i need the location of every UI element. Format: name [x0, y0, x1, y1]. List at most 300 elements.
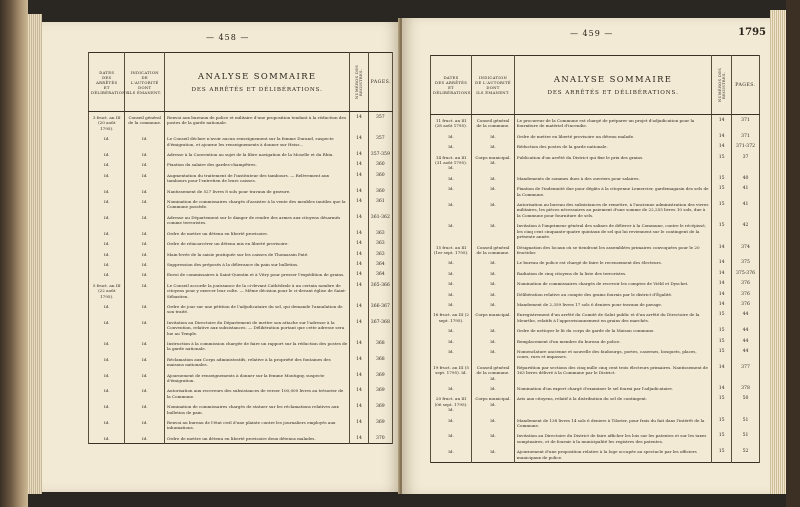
header-analysis: ANALYSE SOMMAIRE DES ARRÊTÉS ET DÉLIBÉRATIONS. [514, 56, 711, 115]
right-page [402, 18, 770, 494]
cell-pages: 44 [732, 325, 760, 335]
cell-date: 3 fruct. an III (20 août 1795). [89, 112, 125, 134]
cell-analysis: Nomination de commissaires chargés de statuer sur les réclamations relatives aux bulletins de pain. [164, 401, 349, 417]
cell-pages: 369 [368, 370, 392, 386]
cell-pages: 376 [732, 299, 760, 309]
table-row [431, 242, 760, 258]
page-number: — 458 — [206, 33, 250, 42]
table-row [431, 362, 760, 383]
cell-register-number: 15 [712, 430, 732, 446]
cell-pages: 364 [368, 259, 392, 269]
cell-analysis: Nantissement de 527 livres 8 sols pour travaux de gravure. [164, 186, 349, 196]
cell-analysis: Ajournement de renseignements à donner sur la femme Montigny, suspecte d'émigration. [164, 370, 349, 386]
cell-pages: 377 [732, 362, 760, 383]
cell-analysis: Adresse à la Convention au sujet de la libre navigation de la Moselle et du Rhin. [164, 149, 349, 159]
cell-analysis: Nomination d'un expert chargé d'examiner le sel fourni par l'adjudicataire. [514, 383, 711, 393]
table-row [89, 401, 393, 417]
cell-analysis: Nomination de commissaires chargés d'assister à la vente des meubles inutiles que la Commune possède. [164, 196, 349, 212]
cell-pages: 363 [368, 249, 392, 259]
cell-register-number: 15 [712, 325, 732, 335]
table-row [89, 170, 393, 186]
cell-analysis: Le Conseil déclare n'avoir aucun renseignement sur la femme Durand, suspecte d'émigration, et ajourne les renseignements à donner sur Heiss... [164, 133, 349, 149]
cell-register-number: 14 [350, 249, 368, 259]
header-authority: INDICATION DE L'AUTORITÉ DONT ILS ÉMANENT. [125, 53, 165, 112]
cell-register-number: 15 [712, 336, 732, 346]
cell-analysis: Le procureur de la Commune est chargé de préparer un projet d'adjudication pour la fourniture de matériel d'incendie. [514, 115, 711, 131]
table-row [431, 415, 760, 431]
cell-register-number: 14 [350, 280, 368, 301]
cell-register-number: 15 [712, 346, 732, 362]
header-analysis: ANALYSE SOMMAIRE DES ARRÊTÉS ET DÉLIBÉRATIONS. [164, 53, 349, 112]
cell-analysis: Ordre de nettoyer le lit du corps de garde de la Maison commune. [514, 325, 711, 335]
cell-pages: 363 [368, 228, 392, 238]
cell-register-number: 14 [350, 269, 368, 279]
table-header [431, 56, 760, 115]
cell-pages: 37 [732, 152, 760, 173]
cell-register-number: 14 [350, 170, 368, 186]
cell-date: Id. [431, 325, 472, 335]
table-row [431, 152, 760, 173]
table-row [89, 112, 393, 134]
cell-analysis: Le Conseil accorde la jouissance de la ci-devant Cathédrale à un certain nombre de citoyens pour y exercer leur culte. — Même décision pour le ci-devant église de Saint-Sébastien. [164, 280, 349, 301]
cell-register-number: 14 [350, 354, 368, 370]
cell-register-number: 14 [712, 242, 732, 258]
cell-analysis: Ordre de réincarcérer un détenu mis en liberté provisoire. [164, 238, 349, 248]
cell-date: Id. [89, 196, 125, 212]
cell-authority: Conseil général de la commune. [125, 112, 165, 134]
cell-pages: 376 [732, 278, 760, 288]
cell-date: 5 fruct. an III (22 août 1795). [89, 280, 125, 301]
cell-analysis: Invitation à l'imprimeur général des salines de délivrer à la Commune, contre le récépissé, les cinq cent cinquante-quatre quintaux de sel qui lui reviennent sur le contingent de la présente année. [514, 220, 711, 241]
cell-analysis: Invitation au Directoire du District de faire afficher les lois sur les patentes et sur les taxes somptuaires, et de fournir à la municipalité les registres des patentes. [514, 430, 711, 446]
cell-register-number: 14 [712, 299, 732, 309]
cell-date: Id. [89, 385, 125, 401]
cell-analysis: Fixation du salaire des gardes-champêtres. [164, 159, 349, 169]
cell-pages: 361 [368, 196, 392, 212]
cell-analysis: Instruction à la commission chargée de faire un rapport sur la réduction des postes de la garde nationale. [164, 338, 349, 354]
cell-register-number: 15 [712, 309, 732, 325]
cell-analysis: Radiation de cinq citoyens de la liste des terroristes. [514, 268, 711, 278]
cell-pages: 360 [368, 186, 392, 196]
cell-authority: Id. [472, 430, 515, 446]
cell-analysis: Mandements de sommes dues à des ouvriers pour salaires. [514, 173, 711, 183]
cell-analysis: Fixation de l'indemnité due pour dégâts à la citoyenne Lemercier, gardemagasin des sels de la Commune. [514, 183, 711, 199]
table-row [89, 417, 393, 433]
cell-date: Id. [431, 183, 472, 199]
cell-authority: Conseil général de la commune. [472, 115, 515, 131]
table-row [431, 346, 760, 362]
cell-register-number: 15 [712, 393, 732, 414]
cell-date: 15 fruct. an III (1er sept. 1795). [431, 242, 472, 258]
cell-authority: Id. [472, 278, 515, 288]
header-dates: DATES DES ARRÊTÉS ET DÉLIBÉRATIONS. [431, 56, 472, 115]
cell-pages: 378 [732, 383, 760, 393]
cell-authority: Corps municipal. Id. [472, 152, 515, 173]
cell-register-number: 14 [712, 141, 732, 151]
cell-date: Id. [89, 417, 125, 433]
cell-pages: 357 [368, 112, 392, 134]
cell-date: Id. [431, 415, 472, 431]
cell-analysis: Autorisation aux receveurs des subsistances de verser 100,000 livres au trésorier de la Commune. [164, 385, 349, 401]
cell-pages: 367-368 [368, 317, 392, 338]
table-row [431, 393, 760, 414]
table-row [431, 446, 760, 462]
cell-authority: Id. [472, 173, 515, 183]
cell-register-number: 14 [712, 115, 732, 131]
cell-analysis: Réduction des postes de la garde nationale. [514, 141, 711, 151]
table-row [89, 370, 393, 386]
cell-register-number: 14 [350, 228, 368, 238]
cell-authority: Id. [125, 385, 165, 401]
cell-authority: Id. [125, 417, 165, 433]
table-row [431, 115, 760, 131]
table-row [89, 280, 393, 301]
cell-pages: 50 [732, 393, 760, 414]
table-row [431, 131, 760, 141]
cell-date: Id. [89, 269, 125, 279]
cell-date: Id. [431, 336, 472, 346]
cell-authority: Id. [125, 186, 165, 196]
cell-register-number: 14 [350, 112, 368, 134]
table-row [431, 299, 760, 309]
cell-date: Id. [89, 133, 125, 149]
cell-analysis: Renvoi au bureau de l'état civil d'une plainte contre les journaliers employés aux inhumations. [164, 417, 349, 433]
cell-date: 19 fruct. an III (5 sept. 1795). Id. [431, 362, 472, 383]
cell-date: Id. [431, 446, 472, 462]
left-page-edges [28, 14, 42, 494]
cell-authority: Id. [472, 131, 515, 141]
cell-date: Id. [431, 278, 472, 288]
cell-authority: Id. [472, 220, 515, 241]
cell-register-number: 14 [712, 289, 732, 299]
cell-pages: 375-376 [732, 268, 760, 278]
table-row [431, 257, 760, 267]
cell-analysis: Délibération relative au compte des grains fournis par le district d'Égalité. [514, 289, 711, 299]
cell-analysis: Ordre de mettre un détenu en liberté provisoire. [164, 228, 349, 238]
cell-pages: 374 [732, 242, 760, 258]
cell-register-number: 15 [712, 220, 732, 241]
back-cover [786, 0, 800, 507]
cell-register-number: 14 [712, 383, 732, 393]
cell-pages: 40 [732, 173, 760, 183]
cell-register-number: 14 [350, 186, 368, 196]
cell-pages: 44 [732, 336, 760, 346]
cell-date: Id. [89, 401, 125, 417]
cell-authority: Id. [125, 170, 165, 186]
cell-date: Id. [431, 430, 472, 446]
table-row [89, 338, 393, 354]
table-row [431, 199, 760, 220]
cell-analysis: Invitation au Directoire du Département de mettre son attache sur l'adresse à la Convention, relative aux subsistances. — Délibération portant que cette adresse sera lue au Temple. [164, 317, 349, 338]
table-row [431, 141, 760, 151]
cell-register-number: 14 [350, 401, 368, 417]
cell-register-number: 14 [350, 212, 368, 228]
cell-date: Id. [431, 131, 472, 141]
cell-pages: 51 [732, 415, 760, 431]
cell-pages: 41 [732, 199, 760, 220]
cell-date: Id. [89, 370, 125, 386]
cell-pages: 360 [368, 170, 392, 186]
table-row [431, 430, 760, 446]
table-row [89, 354, 393, 370]
cell-pages: 368 [368, 354, 392, 370]
cell-date: Id. [89, 212, 125, 228]
book-spine [0, 0, 28, 507]
cell-authority: Id. [472, 199, 515, 220]
page-number: — 459 — [570, 29, 614, 38]
cell-register-number: 14 [712, 268, 732, 278]
cell-register-number: 15 [712, 173, 732, 183]
cell-register-number: 14 [350, 338, 368, 354]
cell-date: Id. [89, 149, 125, 159]
cell-authority: Corps municipal. Id. [472, 393, 515, 414]
cell-analysis: Mandement de 138 livres 14 sols 6 deniers à Tilorier, pour frais du fait dans l'intérêt de la Commune. [514, 415, 711, 431]
table-row [431, 289, 760, 299]
cell-authority: Id. [472, 289, 515, 299]
table-row [89, 149, 393, 159]
running-year: 1795 [738, 27, 766, 38]
cell-date: Id. [89, 159, 125, 169]
cell-analysis: Nomination de commissaires chargés de recevoir les comptes de Viéld et Dyschet. [514, 278, 711, 288]
table-row [89, 385, 393, 401]
table-row [431, 268, 760, 278]
cell-authority: Id. [125, 228, 165, 238]
cell-register-number: 14 [712, 362, 732, 383]
cell-analysis: Envoi de commissaires à Saint-Quentin et à Vitry pour presser l'expédition de grains. [164, 269, 349, 279]
cell-pages: 375 [732, 257, 760, 267]
cell-pages: 361-362 [368, 212, 392, 228]
register-table [88, 52, 393, 444]
cell-register-number: 14 [350, 149, 368, 159]
cell-date: Id. [431, 220, 472, 241]
cell-register-number: 14 [350, 133, 368, 149]
cell-pages: 370 [368, 433, 392, 444]
table-row [431, 220, 760, 241]
table-row [431, 278, 760, 288]
cell-authority: Id. [125, 259, 165, 269]
header-authority: INDICATION DE L'AUTORITÉ DONT ILS ÉMANENT. [472, 56, 515, 115]
cell-register-number: 15 [712, 415, 732, 431]
cell-pages: 42 [732, 220, 760, 241]
cell-date: Id. [431, 173, 472, 183]
cell-pages: 357-359 [368, 149, 392, 159]
cell-pages: 369 [368, 385, 392, 401]
cell-authority: Id. [472, 446, 515, 462]
cell-pages: 44 [732, 309, 760, 325]
cell-authority: Id. [125, 269, 165, 279]
table-header [89, 53, 393, 112]
cell-analysis: Adresse au Département sur le danger de rendre des armes aux citoyens désarmés comme terroristes. [164, 212, 349, 228]
cell-authority: Id. [472, 183, 515, 199]
table-row [89, 212, 393, 228]
cell-authority: Id. [125, 212, 165, 228]
cell-date: Id. [89, 249, 125, 259]
cell-date: 16 fruct. an III (2 sept. 1795). [431, 309, 472, 325]
cell-authority: Id. [125, 338, 165, 354]
cell-analysis: Ordre de mettre un détenu en liberté provisoire deux détenus malades. [164, 433, 349, 444]
cell-date: Id. [431, 268, 472, 278]
cell-analysis: Renvoi aux bureaux de police et militaire d'une proposition tendant à la réduction des postes de la garde nationale. [164, 112, 349, 134]
table-row [89, 301, 393, 317]
cell-date: Id. [89, 238, 125, 248]
cell-pages: 376 [732, 289, 760, 299]
cell-analysis: Ordre de jour sur une pétition de l'adjudicataire du sel, qui demande l'annulation de son traité. [164, 301, 349, 317]
cell-authority: Id. [472, 336, 515, 346]
header-dates: DATES DES ARRÊTÉS ET DÉLIBÉRATIONS. [89, 53, 125, 112]
cell-authority: Id. [472, 383, 515, 393]
table-row [89, 249, 393, 259]
cell-authority: Id. [472, 415, 515, 431]
header-numero: NUMÉROS DES REGISTRES. [350, 53, 368, 112]
cell-date: Id. [89, 433, 125, 444]
cell-register-number: 14 [712, 257, 732, 267]
cell-register-number: 14 [350, 159, 368, 169]
cell-authority: Id. [472, 325, 515, 335]
cell-authority: Id. [125, 159, 165, 169]
cell-authority: Corps municipal. [472, 309, 515, 325]
cell-register-number: 15 [712, 152, 732, 173]
cell-authority: Id. [472, 141, 515, 151]
cell-pages: 371 [732, 131, 760, 141]
cell-register-number: 15 [712, 183, 732, 199]
cell-pages: 357 [368, 133, 392, 149]
cell-authority: Id. [125, 317, 165, 338]
cell-authority: Id. [125, 249, 165, 259]
cell-pages: 360 [368, 159, 392, 169]
cell-authority: Id. [472, 346, 515, 362]
table-row [89, 269, 393, 279]
cell-analysis: Avis aux citoyens, relatif à la distribution du sel de contingent. [514, 393, 711, 414]
cell-analysis: Enregistrement d'un arrêté du Comité de Salut public et d'un arrêté du Directoire de la Meurthe, relatifs à l'approvisionnement en grains des marchés. [514, 309, 711, 325]
cell-pages: 51 [732, 430, 760, 446]
cell-register-number: 14 [350, 317, 368, 338]
cell-date: Id. [89, 170, 125, 186]
header-numero: NUMÉROS DES REGISTRES. [712, 56, 732, 115]
cell-analysis: Remplacement d'un membre du bureau de police. [514, 336, 711, 346]
table-row [89, 133, 393, 149]
header-pages: PAGES. [732, 56, 760, 115]
header-pages: PAGES. [368, 53, 392, 112]
cell-authority: Id. [125, 238, 165, 248]
cell-authority: Id. [125, 280, 165, 301]
cell-register-number: 14 [350, 196, 368, 212]
cell-analysis: Réclamation aux Corps administratifs, relative à la propriété des fontaines des maisons nationales. [164, 354, 349, 370]
right-page-edges [770, 10, 786, 494]
cell-analysis: Suppression des préposés à la délivrance du pain sur bulletins. [164, 259, 349, 269]
cell-date: Id. [89, 354, 125, 370]
table-row [431, 173, 760, 183]
cell-register-number: 14 [350, 370, 368, 386]
cell-authority: Id. [125, 149, 165, 159]
cell-date: Id. [89, 338, 125, 354]
table-row [89, 433, 393, 444]
cell-pages: 52 [732, 446, 760, 462]
cell-analysis: Désignation des locaux où se tiendront les assemblées primaires convoquées pour le 20 fructidor. [514, 242, 711, 258]
cell-analysis: Mandement de 2,359 livres 17 sols 6 deniers pour travaux de pavage. [514, 299, 711, 309]
cell-date: Id. [431, 257, 472, 267]
cell-authority: Id. [125, 133, 165, 149]
cell-authority: Id. [125, 196, 165, 212]
table-row [89, 238, 393, 248]
cell-date: 20 fruct. an III (06 sept. 1795). Id. [431, 393, 472, 414]
cell-pages: 365-366 [368, 280, 392, 301]
cell-date: Id. [431, 289, 472, 299]
cell-register-number: 14 [350, 238, 368, 248]
cell-register-number: 14 [350, 385, 368, 401]
cell-pages: 364 [368, 269, 392, 279]
table-row [89, 228, 393, 238]
cell-date: Id. [89, 259, 125, 269]
cell-analysis: Publication d'un arrêté du District qui fixe le prix des grains. [514, 152, 711, 173]
cell-authority: Id. [125, 401, 165, 417]
cell-date: Id. [431, 346, 472, 362]
cell-date: Id. [89, 228, 125, 238]
cell-pages: 369 [368, 417, 392, 433]
cell-register-number: 15 [712, 199, 732, 220]
cell-analysis: Nomenclature ancienne et nouvelle des faubourgs, portes, casernes, bosquets, places, cours, rues et impasses. [514, 346, 711, 362]
table-row [431, 325, 760, 335]
cell-authority: Id. [472, 257, 515, 267]
table-row [89, 259, 393, 269]
cell-authority: Id. [125, 354, 165, 370]
cell-date: Id. [89, 301, 125, 317]
cell-register-number: 14 [350, 259, 368, 269]
cell-date: Id. [89, 186, 125, 196]
cell-analysis: Répartition par sections des cinq mille cinq cent trois électeurs primaires. Nantissement de 163 livres délivré à la Commune par le District. [514, 362, 711, 383]
cell-register-number: 14 [350, 433, 368, 444]
cell-pages: 369 [368, 401, 392, 417]
cell-register-number: 15 [712, 446, 732, 462]
cell-pages: 366-367 [368, 301, 392, 317]
cell-pages: 41 [732, 183, 760, 199]
table-row [431, 383, 760, 393]
cell-date: Id. [431, 383, 472, 393]
cell-analysis: Ajournement d'une proposition relative à la loge occupée au spectacle par les officiers municipaux de police. [514, 446, 711, 462]
cell-authority: Id. [125, 433, 165, 444]
cell-date: 14 fruct. an III (31 août 1795). Id. [431, 152, 472, 173]
cell-register-number: 14 [350, 301, 368, 317]
cell-analysis: Le bureau de police est chargé de faire le recensement des électeurs. [514, 257, 711, 267]
cell-pages: 368 [368, 338, 392, 354]
table-row [431, 183, 760, 199]
cell-authority: Conseil général de la commune. Id. [472, 362, 515, 383]
cell-analysis: Main-levée de la saisie pratiquée sur les caisses de Thomassin Paté. [164, 249, 349, 259]
cell-pages: 44 [732, 346, 760, 362]
cell-pages: 371-372 [732, 141, 760, 151]
cell-register-number: 14 [712, 131, 732, 141]
cell-authority: Id. [125, 301, 165, 317]
table-row [431, 309, 760, 325]
cell-date: Id. [431, 141, 472, 151]
cell-date: Id. [431, 299, 472, 309]
cell-pages: 363 [368, 238, 392, 248]
cell-pages: 371 [732, 115, 760, 131]
left-page [42, 22, 400, 492]
table-row [89, 317, 393, 338]
table-row [89, 196, 393, 212]
cell-register-number: 14 [712, 278, 732, 288]
cell-analysis: Augmentation du traitement de l'instituteur des tambours. — Relèvement aux tambours pour l'entretien de leurs caisses. [164, 170, 349, 186]
cell-authority: Conseil général de la commune. [472, 242, 515, 258]
register-table [430, 55, 760, 463]
table-row [89, 186, 393, 196]
table-row [89, 159, 393, 169]
cell-authority: Id. [472, 268, 515, 278]
cell-analysis: Autorisation au bureau des subsistances de remettre, à l'ancienne administration des vivres militaires, les pièces nécessaires au paiement d'une somme de 22,255 livres 10 sols, due à la Commune pour fourniture de sels. [514, 199, 711, 220]
cell-register-number: 14 [350, 417, 368, 433]
cell-authority: Id. [472, 299, 515, 309]
cell-date: Id. [89, 317, 125, 338]
